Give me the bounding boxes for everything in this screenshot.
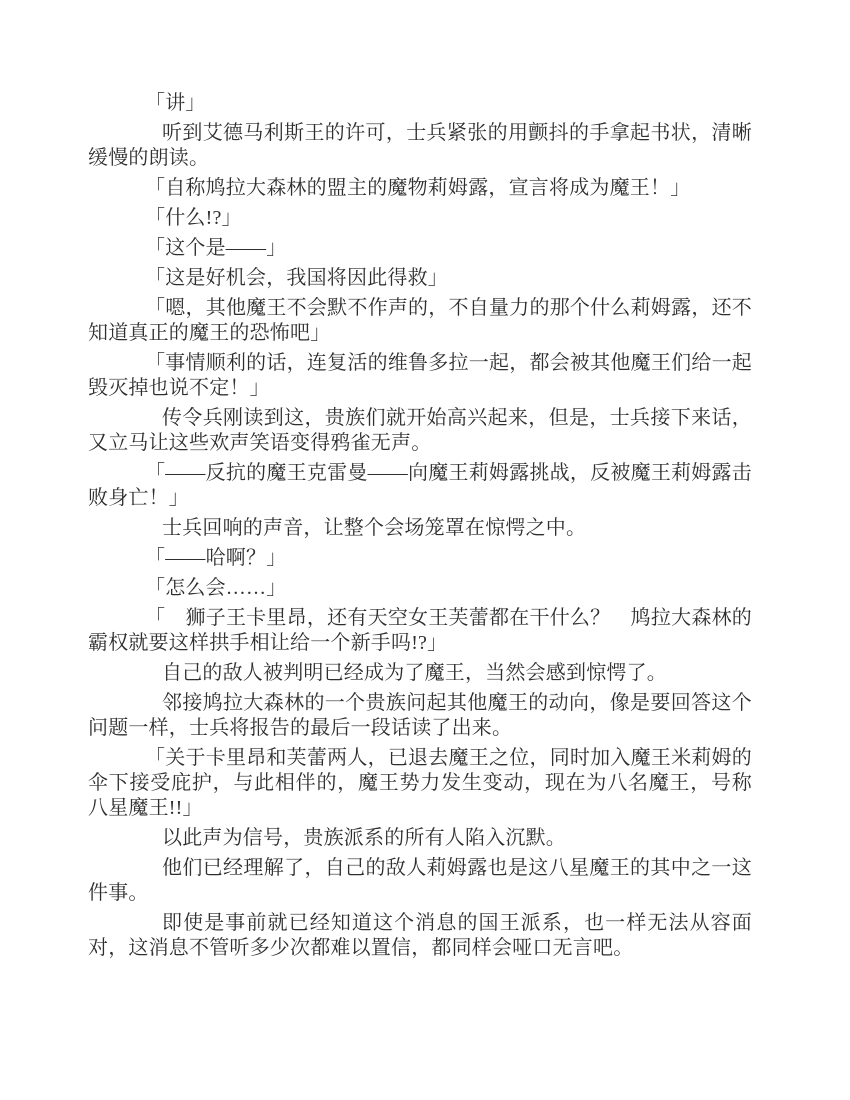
paragraph: 「这个是——」 — [145, 237, 287, 259]
paragraph: 「——哈啊？」 — [145, 547, 287, 569]
paragraph: 「这是好机会，我国将因此得救」 — [145, 267, 448, 289]
paragraph: 「关于卡里昂和芙蕾两人，已退去魔王之位，同时加入魔王米莉姆的伞下接受庇护，与此相伴的，魔王势力发生变动，现在为八名魔王，号称八星魔王!!」 — [88, 747, 752, 819]
paragraph: 「自称鸠拉大森林的盟主的魔物莉姆露，宣言将成为魔王！」 — [145, 177, 691, 199]
paragraph: 即使是事前就已经知道这个消息的国王派系，也一样无法从容面对，这消息不管听多少次都难以置信，都同样会哑口无言吧。 — [88, 912, 752, 959]
paragraph: 自己的敌人被判明已经成为了魔王，当然会感到惊愕了。 — [162, 662, 667, 684]
paragraph: 士兵回响的声音，让整个会场笼罩在惊愕之中。 — [162, 517, 587, 539]
paragraph: 「什么!?」 — [145, 207, 242, 229]
paragraph: 他们已经理解了，自己的敌人莉姆露也是这八星魔王的其中之一这件事。 — [88, 857, 752, 904]
paragraph: 「讲」 — [145, 92, 206, 114]
paragraph: 「怎么会……」 — [145, 577, 287, 599]
paragraph: 传令兵刚读到这，贵族们就开始高兴起来，但是，士兵接下来话，又立马让这些欢声笑语变得鸦雀无声。 — [88, 407, 752, 454]
text-block — [88, 91, 752, 966]
paragraph: 以此声为信号，贵族派系的所有人陷入沉默。 — [162, 827, 566, 849]
paragraph: 邻接鸠拉大森林的一个贵族问起其他魔王的动向，像是要回答这个问题一样，士兵将报告的最后一段话读了出来。 — [88, 692, 752, 739]
paragraph: 「 狮子王卡里昂，还有天空女王芙蕾都在干什么？ 鸠拉大森林的霸权就要这样拱手相让给一个新手吗!?」 — [88, 607, 752, 654]
paragraph: 「事情顺利的话，连复活的维鲁多拉一起，都会被其他魔王们给一起毁灭掉也说不定！」 — [88, 352, 752, 399]
paragraph: 听到艾德马利斯王的许可，士兵紧张的用颤抖的手拿起书状，清晰缓慢的朗读。 — [88, 122, 752, 169]
paragraph: 「嗯，其他魔王不会默不作声的，不自量力的那个什么莉姆露，还不知道真正的魔王的恐怖吧」 — [88, 297, 752, 344]
paragraph: 「——反抗的魔王克雷曼——向魔王莉姆露挑战，反被魔王莉姆露击败身亡！」 — [88, 462, 752, 509]
